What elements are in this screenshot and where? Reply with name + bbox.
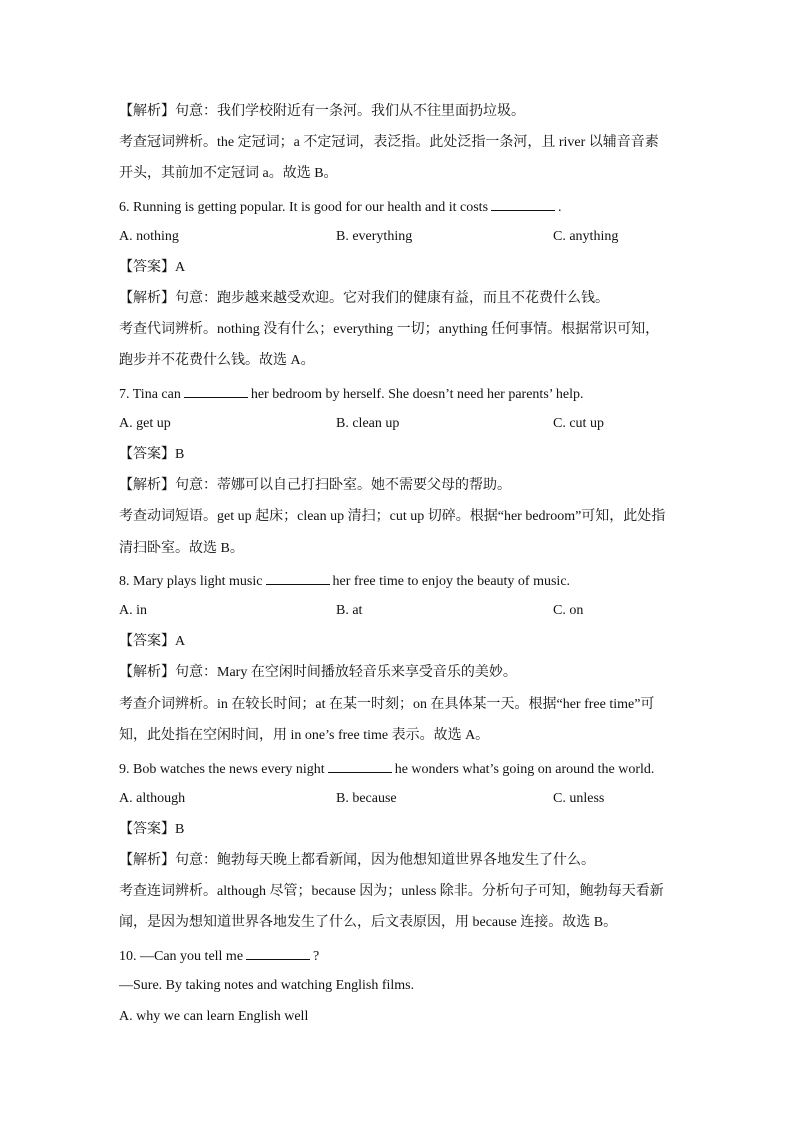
q7-analysis: 【解析】句意：蒂娜可以自己打扫卧室。她不需要父母的帮助。 [119,478,511,493]
q9-option-b: B. because [336,791,397,806]
q6-option-b: B. everything [336,229,413,244]
q8-option-b: B. at [336,603,363,618]
q9-stem-end: he wonders what’s going on around the world. [394,762,655,777]
q7-explanation-line-2: 清扫卧室。故选 B。 [119,541,244,556]
q7-stem-end: her bedroom by herself. She doesn’t need her parents’ help. [250,387,584,402]
q6-stem-text: 6. Running is getting popular. It is good for our health and it costs [119,200,489,215]
q10-option-a: A. why we can learn English well [119,1009,309,1024]
q9-stem [119,758,654,780]
q10-blank [246,945,310,960]
q9-option-c: C. unless [553,791,605,806]
q7-option-b: B. clean up [336,416,400,431]
q5-explanation-line-2: 开头，其前加不定冠词 a。故选 B。 [119,166,338,181]
q9-answer: 【答案】B [119,822,185,837]
q7-blank [184,383,248,398]
q8-explanation-line-1: 考查介词辨析。in 在较长时间；at 在某一时刻；on 在具体某一天。根据“her free time”可 [119,697,655,712]
q9-explanation-line-2: 闻，是因为想知道世界各地发生了什么，后文表原因，用 because 连接。故选 B。 [119,915,618,930]
q7-option-c: C. cut up [553,416,604,431]
q10-stem-text: 10. —Can you tell me [119,949,244,964]
q6-explanation-line-2: 跑步并不花费什么钱。故选 A。 [119,353,315,368]
q7-stem-text: 7. Tina can [119,387,181,402]
q8-option-c: C. on [553,603,584,618]
q9-option-a: A. although [119,791,186,806]
q5-analysis: 【解析】句意：我们学校附近有一条河。我们从不往里面扔垃圾。 [119,104,525,119]
q10-stem-end: ? [313,949,320,964]
q8-stem [119,570,570,592]
q7-answer: 【答案】B [119,447,185,462]
q6-analysis: 【解析】句意：跑步越来越受欢迎。它对我们的健康有益，而且不花费什么钱。 [119,291,609,306]
q7-stem [119,383,584,405]
q10-stem [119,945,319,967]
q9-analysis: 【解析】句意：鲍勃每天晚上都看新闻，因为他想知道世界各地发生了什么。 [119,853,595,868]
q5-explanation-line-1: 考查冠词辨析。the 定冠词；a 不定冠词，表泛指。此处泛指一条河，且 river 以辅音音素 [119,135,659,150]
q9-blank [328,758,392,773]
q10-reply: —Sure. By taking notes and watching English films. [119,978,415,993]
q8-stem-text: 8. Mary plays light music [119,574,263,589]
q6-option-a: A. nothing [119,229,179,244]
q9-explanation-line-1: 考查连词辨析。although 尽管；because 因为；unless 除非。分析句子可知，鲍勃每天看新 [119,884,664,899]
q8-answer: 【答案】A [119,634,186,649]
q6-stem-end: . [558,200,562,215]
q7-option-a: A. get up [119,416,171,431]
q8-analysis: 【解析】句意：Mary 在空闲时间播放轻音乐来享受音乐的美妙。 [119,665,517,680]
q8-option-a: A. in [119,603,147,618]
q8-stem-end: her free time to enjoy the beauty of music. [332,574,571,589]
q6-explanation-line-1: 考查代词辨析。nothing 没有什么；everything 一切；anything 任何事情。根据常识可知， [119,322,660,337]
q6-answer: 【答案】A [119,260,186,275]
q7-explanation-line-1: 考查动词短语。get up 起床；clean up 清扫；cut up 切碎。根据“her bedroom”可知，此处指 [119,509,666,524]
q6-blank [491,196,555,211]
q9-stem-text: 9. Bob watches the news every night [119,762,325,777]
q6-option-c: C. anything [553,229,619,244]
q8-explanation-line-2: 知，此处指在空闲时间，用 in one’s free time 表示。故选 A。 [119,728,490,743]
q8-blank [266,570,330,585]
q6-stem [119,196,562,218]
